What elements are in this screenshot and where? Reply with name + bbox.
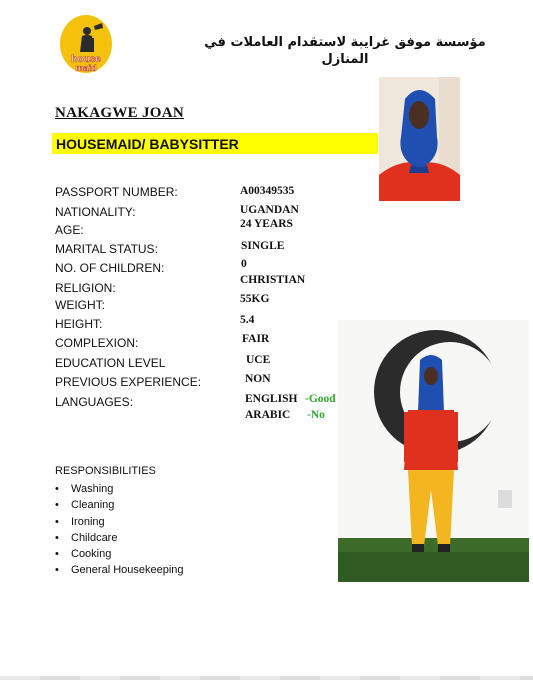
experience-value: NON [245, 373, 271, 385]
svg-text:maid: maid [75, 63, 97, 73]
passport-number-value: A00349535 [240, 185, 295, 197]
weight-label: WEIGHT: [55, 298, 105, 312]
candidate-name: NAKAGWE JOAN [55, 105, 185, 121]
candidate-position: HOUSEMAID/ BABYSITTER [56, 136, 239, 152]
languages-label: LANGUAGES: [55, 395, 134, 409]
responsibilities-list [55, 481, 184, 579]
svg-text:house: house [71, 54, 101, 65]
language-english: ENGLISH [245, 393, 298, 405]
passport-number-label: PASSPORT NUMBER: [55, 185, 178, 199]
complexion-label: COMPLEXION: [55, 336, 139, 350]
height-label: HEIGHT: [55, 317, 103, 331]
language-arabic-level: -No [307, 409, 325, 421]
education-label: EDUCATION LEVEL [55, 356, 166, 370]
height-value: 5.4 [240, 314, 255, 326]
responsibilities-title: RESPONSIBILITIES [55, 465, 156, 477]
full-body-photo [338, 320, 529, 582]
nationality-value: UGANDAN [240, 204, 299, 216]
religion-value: CHRISTIAN [240, 274, 306, 286]
marital-status-value: SINGLE [241, 240, 285, 252]
age-label: AGE: [55, 223, 84, 237]
page-bottom-edge [0, 676, 533, 680]
complexion-value: FAIR [242, 333, 270, 345]
nationality-label: NATIONALITY: [55, 205, 136, 219]
children-label: NO. OF CHILDREN: [55, 261, 165, 275]
list-item: • Cleaning [55, 497, 184, 513]
experience-label: PREVIOUS EXPERIENCE: [55, 375, 202, 389]
list-item: • Ironing [55, 514, 184, 530]
education-value: UCE [246, 354, 271, 366]
list-item: • Washing [55, 481, 184, 497]
weight-value: 55KG [240, 293, 270, 305]
language-english-level: -Good [305, 393, 336, 405]
children-value: 0 [241, 258, 247, 270]
list-item: • General Housekeeping [55, 562, 184, 578]
agency-arabic-title: مؤسسة موفق غرايبة لاستقدام العاملات في المنازل [204, 35, 486, 67]
list-item: • Cooking [55, 546, 184, 562]
language-arabic: ARABIC [245, 409, 291, 421]
house-maid-logo [58, 14, 114, 78]
portrait-photo [379, 77, 460, 201]
religion-label: RELIGION: [55, 281, 116, 295]
list-item: • Childcare [55, 530, 184, 546]
marital-status-label: MARITAL STATUS: [55, 242, 158, 256]
age-value: 24 YEARS [240, 218, 293, 230]
